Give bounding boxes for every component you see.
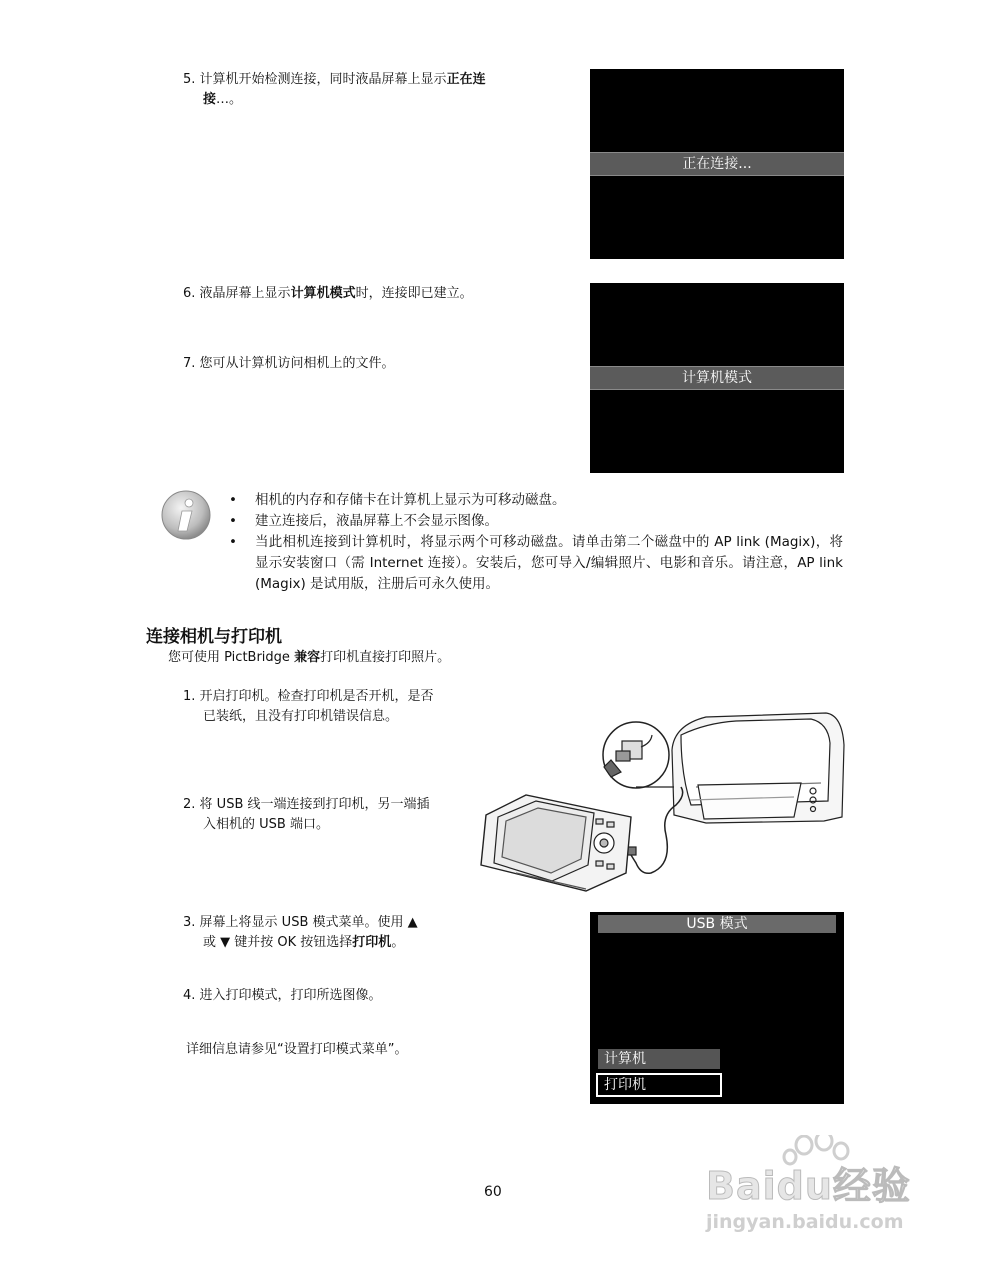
bullet-icon: • <box>229 534 237 550</box>
step-text-bold: 正在连 <box>446 72 486 87</box>
notes-list <box>229 490 843 595</box>
lcd-screen-pc-mode <box>590 283 844 473</box>
step-text: …。 <box>216 92 243 107</box>
usb-menu-item-computer: 计算机 <box>598 1049 720 1069</box>
section-title: 连接相机与打印机 <box>146 627 282 647</box>
step-5 <box>183 70 543 110</box>
usb-menu-item-printer: 打印机 <box>596 1073 722 1097</box>
step-text-bold: 接 <box>203 92 217 107</box>
printer-step-1: 1. 开启打印机。检查打印机是否开机，是否 已装纸，且没有打印机错误信息。 <box>183 689 434 724</box>
lcd-screen-connecting <box>590 69 844 259</box>
step-number: 7. <box>183 356 196 371</box>
bullet-icon: • <box>229 492 237 508</box>
watermark-brand: Baidu经验 <box>706 1164 911 1208</box>
step-number: 2. <box>183 797 196 812</box>
step-6 <box>183 284 563 304</box>
camera-printer-illustration <box>476 705 848 895</box>
bullet-icon: • <box>229 513 237 529</box>
step-text: 计算机开始检测连接，同时液晶屏幕上显示 <box>199 72 447 87</box>
section-intro: 您可使用 PictBridge 兼容打印机直接打印照片。 <box>168 650 451 665</box>
note-item: • 当此相机连接到计算机时，将显示两个可移动磁盘。请单击第二个磁盘中的 AP link (Magix)，将显示安装窗口（需 Internet 连接）。安装后，您可导入/编辑照片、电影和音乐。请注意，AP link (Magix) 是试用版，注册后可永久使用。 <box>229 534 843 592</box>
step-number: 3. <box>183 915 196 930</box>
step-number: 5. <box>183 72 196 87</box>
watermark-logo <box>706 1135 936 1235</box>
lcd-status-bar: 计算机模式 <box>590 366 844 390</box>
page-number: 60 <box>484 1184 502 1200</box>
step-text: 您可从计算机访问相机上的文件。 <box>199 356 395 371</box>
note-item: • 相机的内存和存储卡在计算机上显示为可移动磁盘。 <box>229 490 843 511</box>
info-icon <box>160 489 212 541</box>
step-7 <box>183 354 563 374</box>
printer-step-3: 3. 屏幕上将显示 USB 模式菜单。使用 ▲ 或 ▼ 键并按 OK 按钮选择打印机。 <box>183 915 418 950</box>
watermark-url: jingyan.baidu.com <box>706 1211 904 1233</box>
step-number: 1. <box>183 689 196 704</box>
step-text: 时，连接即已建立。 <box>355 286 473 301</box>
usb-menu-title: USB 模式 <box>598 915 836 933</box>
printer-step-4: 4. 进入打印模式，打印所选图像。 <box>183 988 382 1003</box>
more-info-text: 详细信息请参见“设置打印模式菜单”。 <box>186 1042 408 1057</box>
step-text-bold: 计算机模式 <box>290 286 356 301</box>
step-text: 液晶屏幕上显示 <box>199 286 291 301</box>
step-number: 4. <box>183 988 196 1003</box>
lcd-status-bar: 正在连接... <box>590 152 844 176</box>
note-item: • 建立连接后，液晶屏幕上不会显示图像。 <box>229 511 843 532</box>
step-number: 6. <box>183 286 196 301</box>
lcd-screen-usb-mode <box>590 912 844 1104</box>
printer-step-2: 2. 将 USB 线一端连接到打印机，另一端插 入相机的 USB 端口。 <box>183 797 430 832</box>
